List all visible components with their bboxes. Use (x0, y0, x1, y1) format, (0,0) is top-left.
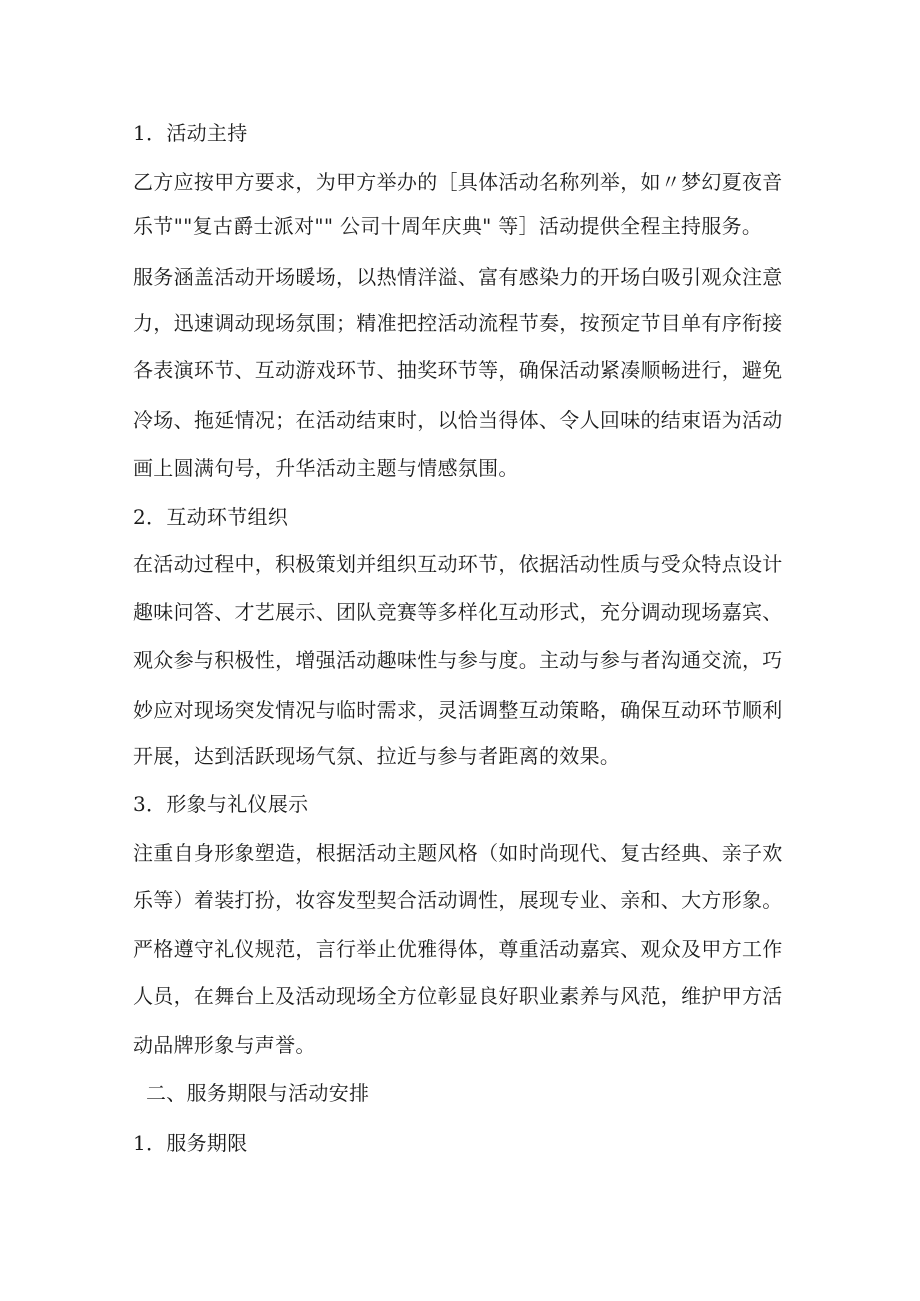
paragraph-line: 力，迅速调动现场氛围；精准把控活动流程节奏，按预定节目单有序衔接 (133, 311, 783, 335)
paragraph-line: 开展，达到活跃现场气氛、拉近与参与者距离的效果。 (133, 744, 621, 768)
paragraph-line: 服务涵盖活动开场暖场，以热情洋溢、富有感染力的开场白吸引观众注意 (133, 265, 783, 289)
paragraph-line: 动品牌形象与声誉。 (133, 1033, 316, 1057)
paragraph-line: 观众参与积极性，增强活动趣味性与参与度。主动与参与者沟通交流，巧 (133, 648, 783, 672)
paragraph-line: 画上圆满句号，升华活动主题与情感氛围。 (133, 456, 519, 480)
section-heading-term: 二、服务期限与活动安排 (146, 1081, 370, 1105)
item-heading-interaction: 2．互动环节组织 (133, 505, 289, 529)
item-heading-service-term: 1．服务期限 (133, 1131, 248, 1155)
paragraph-line: 各表演环节、互动游戏环节、抽奖环节等，确保活动紧凑顺畅进行，避免 (133, 358, 783, 382)
item-heading-etiquette: 3．形象与礼仪展示 (133, 792, 309, 816)
paragraph-line: 在活动过程中，积极策划并组织互动环节，依据活动性质与受众特点设计 (133, 552, 783, 576)
item-heading-hosting: 1．活动主持 (133, 121, 248, 145)
paragraph-line: 乐等）着装打扮，妆容发型契合活动调性，展现专业、亲和、大方形象。 (133, 888, 783, 912)
paragraph-line: 乙方应按甲方要求，为甲方举办的［具体活动名称列举，如〃梦幻夏夜音 (133, 170, 783, 194)
paragraph-line: 严格遵守礼仪规范，言行举止优雅得体，尊重活动嘉宾、观众及甲方工作 (133, 937, 783, 961)
paragraph-line: 妙应对现场突发情况与临时需求，灵活调整互动策略，确保互动环节顺利 (133, 698, 783, 722)
paragraph-line: 冷场、拖延情况；在活动结束时，以恰当得体、令人回味的结束语为活动 (133, 408, 783, 432)
paragraph-line: 人员，在舞台上及活动现场全方位彰显良好职业素养与风范，维护甲方活 (133, 984, 783, 1008)
paragraph-line: 注重自身形象塑造，根据活动主题风格（如时尚现代、复古经典、亲子欢 (133, 841, 783, 865)
paragraph-line: 趣味问答、才艺展示、团队竞赛等多样化互动形式，充分调动现场嘉宾、 (133, 600, 783, 624)
paragraph-line: 乐节""复古爵士派对"" 公司十周年庆典" 等］活动提供全程主持服务。 (133, 214, 763, 238)
